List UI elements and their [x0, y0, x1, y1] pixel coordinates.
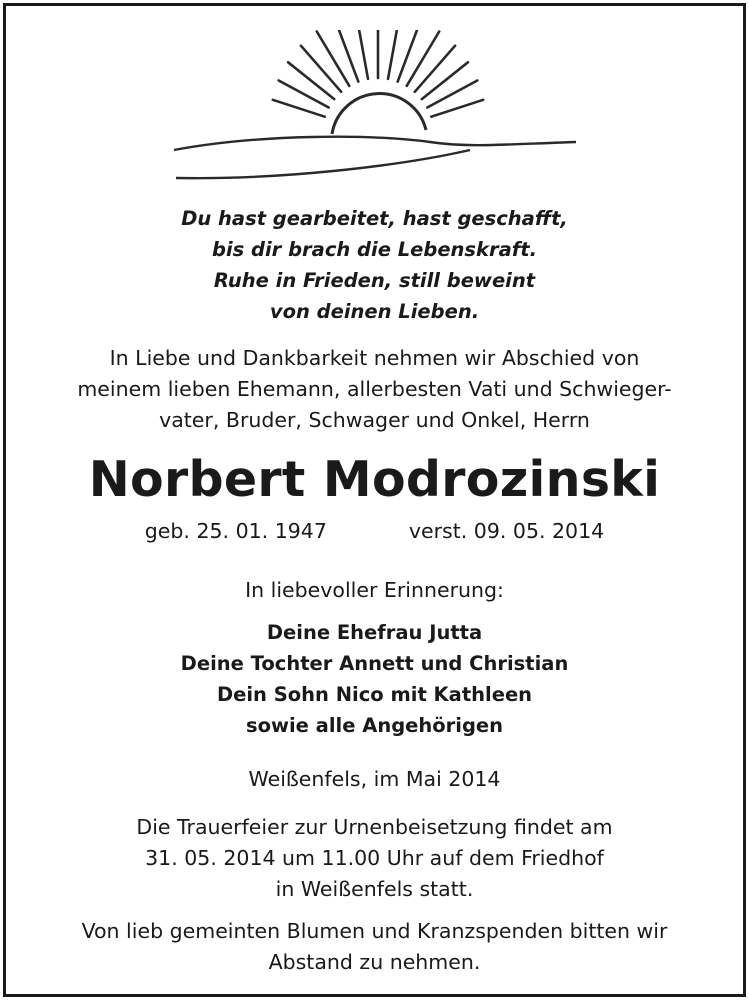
funeral-info [0, 812, 749, 905]
funeral-line: in Weißenfels statt. [275, 877, 474, 901]
sun-ray [407, 32, 440, 86]
verse-line: von deinen Lieben. [269, 300, 480, 323]
mourner-line: Dein Sohn Nico mit Kathleen [216, 683, 533, 706]
mourners-list [0, 617, 749, 741]
intro-line: vater, Bruder, Schwager und Onkel, Herrn [159, 408, 590, 432]
remembrance-heading: In liebevoller Erinnerung: [245, 578, 504, 602]
life-dates [0, 516, 749, 546]
birth-date: geb. 25. 01. 1947 [144, 519, 327, 543]
funeral-line: Die Trauerfeier zur Urnenbeisetzung findet am [136, 815, 613, 839]
death-date: verst. 09. 05. 2014 [408, 519, 605, 543]
verse-line: Ruhe in Frieden, still beweint [213, 269, 536, 292]
flower-request [0, 916, 749, 978]
sun-ray [415, 46, 455, 92]
sun-ray [398, 30, 421, 82]
sun-ray [288, 62, 334, 99]
mourner-line: Deine Tochter Annett und Christian [180, 652, 569, 675]
sun-ray [422, 62, 468, 99]
sun-ray [317, 32, 350, 86]
mourner-line: Deine Ehefrau Jutta [266, 621, 483, 644]
intro-text [0, 343, 749, 436]
intro-line: In Liebe und Dankbarkeit nehmen wir Abschied von [109, 346, 640, 370]
intro-line: meinem lieben Ehemann, allerbesten Vati und Schwieger- [77, 377, 672, 401]
mourner-line: sowie alle Angehörigen [245, 714, 504, 737]
verse-line: Du hast gearbeitet, hast geschafft, [181, 207, 568, 230]
funeral-line: 31. 05. 2014 um 11.00 Uhr auf dem Friedhof [145, 846, 604, 870]
place-and-date: Weißenfels, im Mai 2014 [248, 767, 501, 791]
sun-ray [388, 30, 400, 79]
sun-ray [301, 46, 341, 92]
sun-ray [335, 30, 358, 82]
verse-line: bis dir brach die Lebenskraft. [212, 238, 537, 261]
sunset-icon [170, 30, 580, 190]
deceased-name: Norbert Modrozinski [88, 451, 661, 508]
request-line: Abstand zu nehmen. [268, 950, 481, 974]
memorial-verse [0, 203, 749, 327]
sun-ray [356, 30, 368, 79]
request-line: Von lieb gemeinten Blumen und Kranzspenden bitten wir [81, 919, 668, 943]
